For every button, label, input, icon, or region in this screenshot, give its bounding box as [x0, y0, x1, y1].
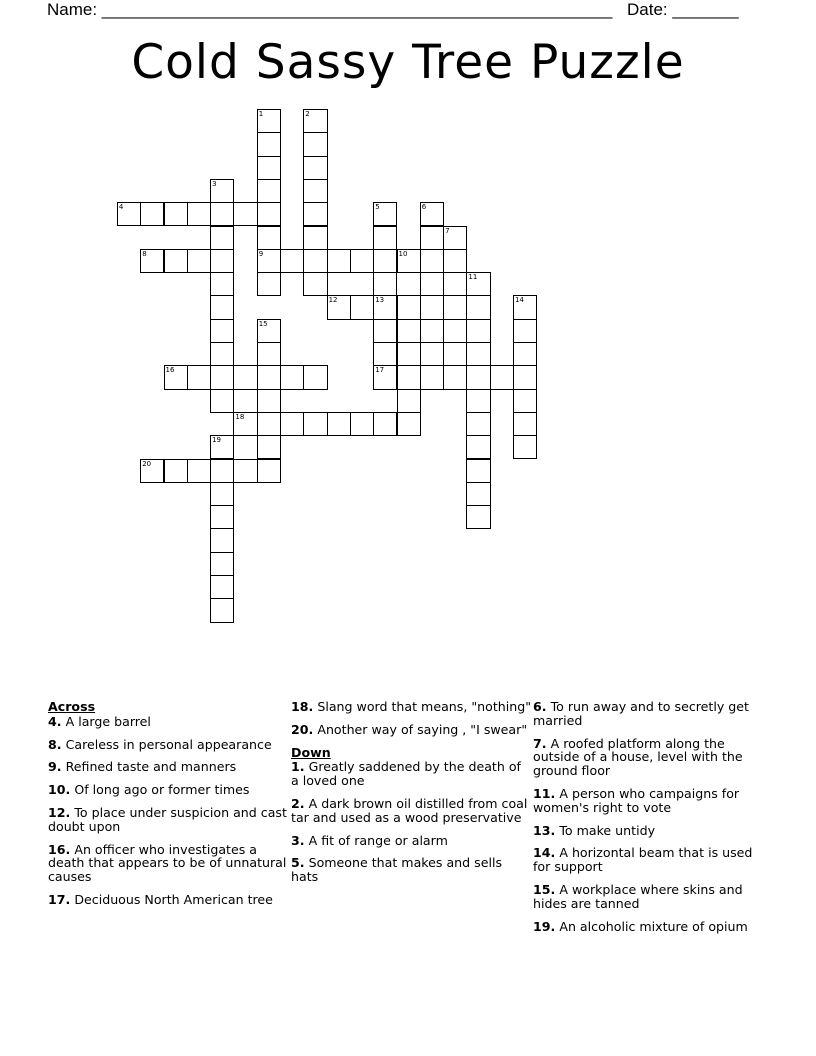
grid-cell[interactable]: [303, 272, 327, 296]
clues-column-3: [533, 700, 773, 942]
grid-cell[interactable]: [327, 412, 351, 436]
grid-cell[interactable]: [257, 249, 281, 273]
clue-number: 19.: [533, 918, 556, 934]
clue-item: [533, 824, 773, 838]
clue-number: 14.: [533, 845, 556, 861]
cell-number: 14: [515, 296, 524, 305]
grid-cell[interactable]: [280, 412, 304, 436]
clue-item: [48, 738, 288, 752]
grid-cell[interactable]: [303, 365, 327, 389]
grid-cell[interactable]: [257, 156, 281, 180]
grid-cell[interactable]: [303, 132, 327, 156]
clue-item: [533, 883, 773, 911]
grid-cell[interactable]: [233, 459, 257, 483]
section-heading: Down: [291, 744, 331, 760]
clue-number: 1.: [291, 759, 305, 775]
clue-item: [48, 806, 288, 834]
grid-cell[interactable]: [397, 412, 421, 436]
grid-cell[interactable]: [397, 389, 421, 413]
grid-cell[interactable]: [303, 202, 327, 226]
grid-cell[interactable]: [210, 295, 234, 319]
grid-cell[interactable]: [373, 249, 397, 273]
grid-cell[interactable]: [373, 342, 397, 366]
grid-cell[interactable]: [466, 365, 490, 389]
grid-cell[interactable]: [490, 365, 514, 389]
grid-cell[interactable]: [233, 202, 257, 226]
clue-number: 11.: [533, 785, 556, 801]
grid-cell[interactable]: [513, 435, 537, 459]
grid-cell[interactable]: [210, 272, 234, 296]
clue-item: [533, 700, 773, 728]
grid-cell[interactable]: [210, 389, 234, 413]
clue-text: A person who campaigns for women's right to vote: [533, 785, 740, 815]
grid-cell[interactable]: [466, 412, 490, 436]
grid-cell[interactable]: [164, 202, 188, 226]
clue-number: 2.: [291, 795, 305, 811]
grid-cell[interactable]: [257, 226, 281, 250]
grid-cell[interactable]: [513, 342, 537, 366]
grid-cell[interactable]: [443, 226, 467, 250]
cell-number: 19: [212, 436, 222, 445]
grid-cell[interactable]: [420, 365, 444, 389]
grid-cell[interactable]: [210, 505, 234, 529]
grid-cell[interactable]: [187, 249, 211, 273]
grid-cell[interactable]: [210, 575, 234, 599]
grid-cell[interactable]: [420, 249, 444, 273]
grid-cell[interactable]: [280, 249, 304, 273]
grid-cell[interactable]: [303, 179, 327, 203]
grid-cell[interactable]: [420, 319, 444, 343]
grid-cell[interactable]: [466, 319, 490, 343]
clue-item: [533, 787, 773, 815]
name-field-label: Name: ______________________________________________________: [47, 0, 613, 19]
grid-cell[interactable]: [373, 202, 397, 226]
grid-cell[interactable]: [466, 272, 490, 296]
clue-number: 6.: [533, 699, 547, 714]
clue-item: [48, 783, 288, 797]
grid-cell[interactable]: [443, 295, 467, 319]
grid-cell[interactable]: [210, 319, 234, 343]
cell-number: 12: [328, 296, 338, 305]
clue-number: 7.: [533, 735, 547, 751]
grid-cell[interactable]: [257, 412, 281, 436]
section-heading: Across: [48, 699, 96, 714]
clue-text: Greatly saddened by the death of a loved one: [291, 759, 521, 789]
grid-cell[interactable]: [303, 156, 327, 180]
clue-text: An officer who investigates a death that appears to be of unnatural causes: [48, 841, 287, 885]
clue-item: [291, 760, 531, 788]
clue-text: A large barrel: [65, 713, 151, 729]
clue-number: 20.: [291, 721, 314, 737]
grid-cell[interactable]: [420, 202, 444, 226]
clue-text: To place under suspicion and cast doubt upon: [48, 804, 287, 834]
grid-cell[interactable]: [210, 459, 234, 483]
grid-cell[interactable]: [257, 365, 281, 389]
cell-number: 13: [375, 296, 385, 305]
clue-text: Of long ago or former times: [74, 782, 250, 798]
clue-text: A dark brown oil distilled from coal tar and used as a wood preservative: [291, 795, 528, 825]
clues-column-1: [48, 700, 288, 916]
cell-number: 16: [165, 366, 175, 375]
grid-cell[interactable]: [187, 365, 211, 389]
clue-item: [48, 843, 288, 884]
clue-number: 9.: [48, 759, 62, 775]
grid-cell[interactable]: [140, 459, 164, 483]
clues-column-2: [291, 700, 531, 893]
clue-item: [291, 700, 531, 714]
grid-cell[interactable]: [210, 528, 234, 552]
cell-number: 10: [398, 249, 408, 258]
grid-cell[interactable]: [303, 249, 327, 273]
grid-cell[interactable]: [443, 319, 467, 343]
clue-number: 16.: [48, 841, 71, 857]
cell-number: 7: [445, 226, 450, 235]
grid-cell[interactable]: [466, 459, 490, 483]
grid-cell[interactable]: [187, 459, 211, 483]
clue-text: A horizontal beam that is used for support: [533, 845, 753, 875]
cell-number: 20: [142, 459, 152, 468]
grid-cell[interactable]: [466, 435, 490, 459]
grid-cell[interactable]: [373, 272, 397, 296]
grid-cell[interactable]: [210, 226, 234, 250]
cell-number: 17: [375, 366, 385, 375]
grid-cell[interactable]: [327, 295, 351, 319]
grid-cell[interactable]: [397, 365, 421, 389]
grid-cell[interactable]: [443, 342, 467, 366]
clue-number: 5.: [291, 855, 305, 871]
grid-cell[interactable]: [210, 435, 234, 459]
grid-cell[interactable]: [187, 202, 211, 226]
grid-cell[interactable]: [257, 132, 281, 156]
grid-cell[interactable]: [397, 319, 421, 343]
grid-cell[interactable]: [210, 552, 234, 576]
grid-cell[interactable]: [466, 505, 490, 529]
clue-number: 15.: [533, 881, 556, 897]
cell-number: 8: [142, 249, 147, 258]
grid-cell[interactable]: [210, 249, 234, 273]
cell-number: 9: [258, 249, 264, 258]
clue-item: [291, 834, 531, 848]
clue-number: 3.: [291, 832, 305, 848]
cell-number: 18: [235, 412, 245, 421]
grid-cell[interactable]: [397, 249, 421, 273]
grid-cell[interactable]: [513, 412, 537, 436]
clue-number: 17.: [48, 891, 71, 907]
grid-cell[interactable]: [466, 389, 490, 413]
grid-cell[interactable]: [373, 365, 397, 389]
grid-cell[interactable]: [257, 202, 281, 226]
grid-cell[interactable]: [443, 249, 467, 273]
grid-cell[interactable]: [443, 272, 467, 296]
clue-number: 4.: [48, 713, 62, 729]
grid-cell[interactable]: [420, 295, 444, 319]
grid-cell[interactable]: [373, 295, 397, 319]
clue-text: Careless in personal appearance: [65, 736, 272, 752]
clue-text: A workplace where skins and hides are tanned: [533, 881, 743, 911]
grid-cell[interactable]: [350, 295, 374, 319]
clue-number: 8.: [48, 736, 62, 752]
clue-item: [533, 920, 773, 934]
clue-text: A roofed platform along the outside of a house, level with the ground floor: [533, 735, 743, 779]
cell-number: 5: [375, 203, 380, 212]
clue-item: [533, 846, 773, 874]
clue-item: [48, 715, 288, 729]
grid-cell[interactable]: [420, 272, 444, 296]
grid-cell[interactable]: [303, 412, 327, 436]
grid-cell[interactable]: [420, 226, 444, 250]
clue-text: To run away and to secretly get married: [533, 699, 749, 728]
cell-number: 4: [118, 203, 124, 212]
grid-cell[interactable]: [397, 295, 421, 319]
grid-cell[interactable]: [257, 319, 281, 343]
grid-cell[interactable]: [513, 319, 537, 343]
grid-cell[interactable]: [210, 202, 234, 226]
puzzle-title: Cold Sassy Tree Puzzle: [131, 35, 685, 90]
cell-number: 6: [421, 203, 427, 212]
grid-cell[interactable]: [257, 109, 281, 133]
grid-cell[interactable]: [373, 226, 397, 250]
cell-number: 11: [468, 273, 478, 282]
cell-number: 15: [258, 319, 268, 328]
grid-cell[interactable]: [373, 412, 397, 436]
clue-text: Refined taste and manners: [65, 759, 237, 775]
grid-cell[interactable]: [466, 295, 490, 319]
grid-cell[interactable]: [303, 109, 327, 133]
grid-cell[interactable]: [350, 412, 374, 436]
grid-cell[interactable]: [303, 226, 327, 250]
grid-cell[interactable]: [513, 389, 537, 413]
clue-item: [533, 737, 773, 778]
grid-cell[interactable]: [443, 365, 467, 389]
clue-item: [48, 760, 288, 774]
grid-cell[interactable]: [210, 342, 234, 366]
clue-text: A fit of range or alarm: [308, 832, 448, 848]
grid-cell[interactable]: [327, 249, 351, 273]
cell-number: 2: [305, 110, 310, 118]
clue-text: To make untidy: [559, 822, 656, 838]
grid-cell[interactable]: [257, 459, 281, 483]
clue-number: 12.: [48, 804, 71, 820]
clue-text: Someone that makes and sells hats: [291, 855, 503, 885]
grid-cell[interactable]: [210, 365, 234, 389]
grid-cell[interactable]: [466, 342, 490, 366]
grid-cell[interactable]: [513, 365, 537, 389]
clue-text: Another way of saying , "I swear": [317, 721, 528, 737]
clue-number: 13.: [533, 822, 556, 838]
grid-cell[interactable]: [210, 179, 234, 203]
grid-cell[interactable]: [210, 598, 234, 622]
grid-cell[interactable]: [280, 365, 304, 389]
clue-number: 18.: [291, 699, 314, 714]
grid-cell[interactable]: [257, 435, 281, 459]
clue-item: [48, 893, 288, 907]
grid-cell[interactable]: [257, 389, 281, 413]
clue-text: Deciduous North American tree: [74, 891, 273, 907]
grid-cell[interactable]: [164, 459, 188, 483]
grid-cell[interactable]: [373, 319, 397, 343]
grid-cell[interactable]: [397, 342, 421, 366]
grid-cell[interactable]: [257, 342, 281, 366]
grid-cell[interactable]: [140, 249, 164, 273]
clue-number: 10.: [48, 782, 71, 798]
grid-cell[interactable]: [513, 295, 537, 319]
clue-item: [291, 797, 531, 825]
grid-cell[interactable]: [233, 412, 257, 436]
grid-cell[interactable]: [233, 365, 257, 389]
grid-cell[interactable]: [466, 482, 490, 506]
grid-cell[interactable]: [257, 179, 281, 203]
grid-cell[interactable]: [164, 365, 188, 389]
date-field-label: Date: _______: [627, 0, 739, 19]
cell-number: 3: [212, 179, 217, 188]
grid-cell[interactable]: [257, 272, 281, 296]
grid-cell[interactable]: [164, 249, 188, 273]
grid-cell[interactable]: [350, 249, 374, 273]
grid-cell[interactable]: [140, 202, 164, 226]
grid-cell[interactable]: [210, 482, 234, 506]
clue-text: Slang word that means, "nothing": [317, 699, 532, 714]
grid-cell[interactable]: [117, 202, 141, 226]
clue-text: An alcoholic mixture of opium: [559, 918, 748, 934]
clue-item: [291, 723, 531, 737]
cell-number: 1: [258, 110, 264, 118]
clue-item: [291, 856, 531, 884]
